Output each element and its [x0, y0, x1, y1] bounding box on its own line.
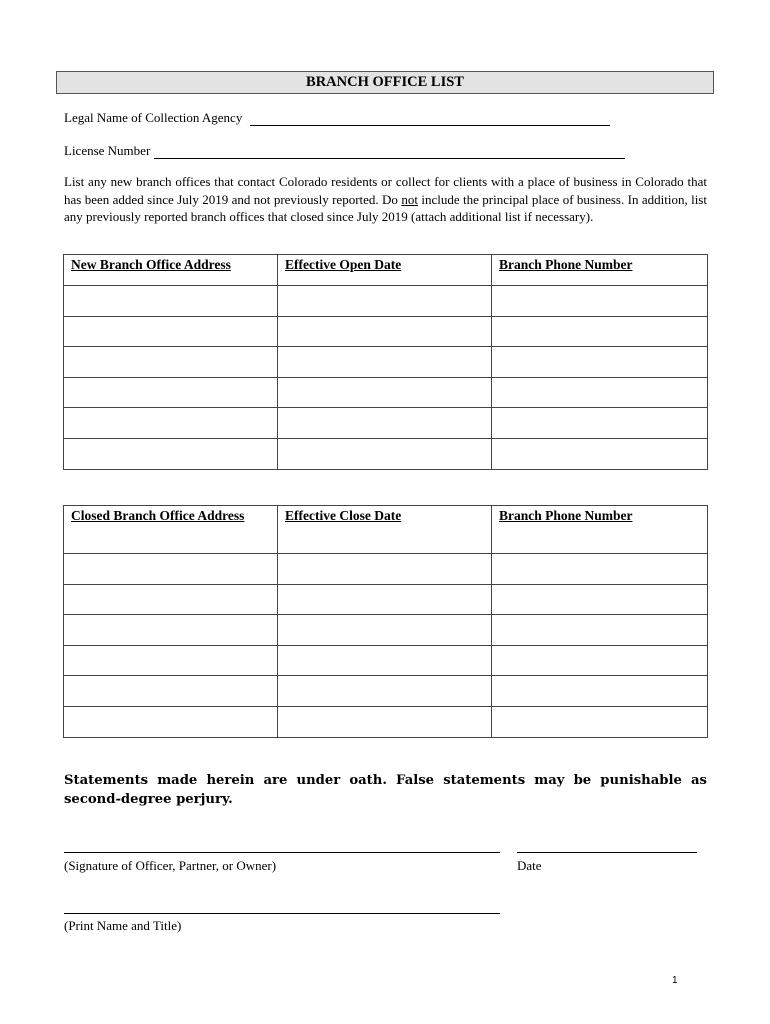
table-cell[interactable] [64, 554, 278, 585]
print-name-label: (Print Name and Title) [64, 918, 182, 933]
signature-label: (Signature of Officer, Partner, or Owner) [64, 858, 277, 873]
table-cell[interactable] [492, 377, 708, 408]
table-cell[interactable] [64, 676, 278, 707]
print-name-line[interactable] [64, 913, 500, 914]
table-cell[interactable] [64, 706, 278, 737]
header-new-branch-address: New Branch Office Address [64, 255, 278, 286]
header-effective-close-date: Effective Close Date [278, 506, 492, 554]
table-cell[interactable] [64, 645, 278, 676]
table-row [64, 347, 708, 378]
table-row [64, 584, 708, 615]
closed-branch-header-row [64, 506, 708, 554]
table-cell[interactable] [492, 676, 708, 707]
license-number-field[interactable] [154, 146, 625, 159]
table-cell[interactable] [492, 316, 708, 347]
header-effective-open-date: Effective Open Date [278, 255, 492, 286]
date-label: Date [517, 858, 542, 873]
table-cell[interactable] [492, 645, 708, 676]
closed-branch-table [63, 505, 708, 738]
table-row [64, 615, 708, 646]
table-row [64, 645, 708, 676]
table-row [64, 706, 708, 737]
table-cell[interactable] [492, 584, 708, 615]
page-number: 1 [672, 975, 678, 986]
legal-name-row [64, 110, 610, 126]
instructions-text-2: include the principal place of business. In addition, list any previously reported branch offices that closed since July 2019 (attach additional list if necessary). [64, 191, 707, 224]
instructions-emphasis: not [401, 191, 418, 207]
table-cell[interactable] [492, 286, 708, 317]
table-cell[interactable] [64, 408, 278, 439]
table-cell[interactable] [278, 408, 492, 439]
header-branch-phone-number: Branch Phone Number [492, 506, 708, 554]
table-cell[interactable] [278, 347, 492, 378]
table-cell[interactable] [492, 706, 708, 737]
table-cell[interactable] [278, 706, 492, 737]
license-number-row [64, 143, 625, 159]
header-branch-phone-number: Branch Phone Number [492, 255, 708, 286]
signature-line[interactable] [64, 852, 500, 853]
table-cell[interactable] [278, 438, 492, 469]
table-cell[interactable] [64, 615, 278, 646]
table-cell[interactable] [64, 377, 278, 408]
table-cell[interactable] [278, 316, 492, 347]
table-cell[interactable] [278, 554, 492, 585]
table-cell[interactable] [64, 438, 278, 469]
table-cell[interactable] [278, 645, 492, 676]
header-closed-branch-address: Closed Branch Office Address [64, 506, 278, 554]
table-row [64, 676, 708, 707]
table-cell[interactable] [278, 584, 492, 615]
table-cell[interactable] [492, 347, 708, 378]
table-row [64, 554, 708, 585]
table-cell[interactable] [64, 347, 278, 378]
table-row [64, 377, 708, 408]
table-row [64, 438, 708, 469]
license-number-label: License Number [64, 143, 151, 158]
table-cell[interactable] [278, 377, 492, 408]
table-cell[interactable] [492, 554, 708, 585]
instructions-text-1: List any new branch offices that contact Colorado residents or collect for clients with a place of business in Colorado that has been added since July 2019 and not previously reported. Do [64, 174, 707, 207]
form-title: BRANCH OFFICE LIST [56, 71, 714, 94]
table-cell[interactable] [492, 615, 708, 646]
new-branch-header-row [64, 255, 708, 286]
legal-name-field[interactable] [250, 113, 610, 126]
table-row [64, 286, 708, 317]
table-cell[interactable] [278, 615, 492, 646]
legal-name-label: Legal Name of Collection Agency [64, 110, 243, 125]
date-line[interactable] [517, 852, 697, 853]
table-row [64, 408, 708, 439]
table-cell[interactable] [64, 316, 278, 347]
table-cell[interactable] [64, 584, 278, 615]
table-row [64, 316, 708, 347]
table-cell[interactable] [64, 286, 278, 317]
table-cell[interactable] [492, 408, 708, 439]
table-cell[interactable] [278, 676, 492, 707]
instructions-paragraph [64, 173, 707, 226]
table-cell[interactable] [492, 438, 708, 469]
oath-statement: Statements made herein are under oath. False statements may be punishable as second-degree perjury. [64, 773, 707, 807]
new-branch-table [63, 254, 708, 470]
table-cell[interactable] [278, 286, 492, 317]
